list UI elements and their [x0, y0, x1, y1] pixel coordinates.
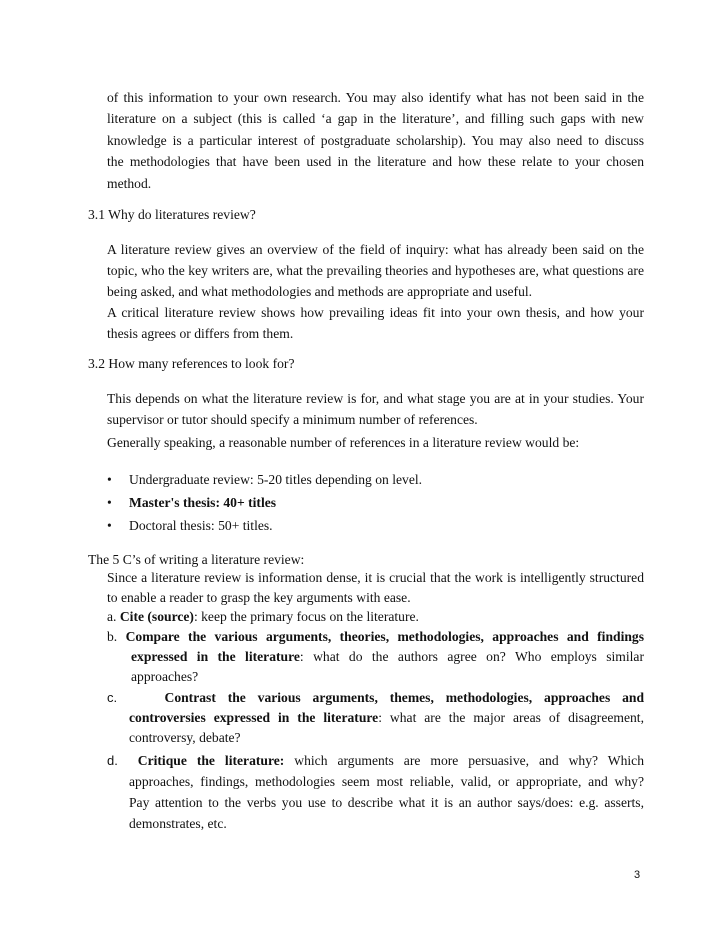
list-item-b	[107, 627, 644, 687]
list-item	[107, 492, 276, 513]
text-line: demonstrates, etc.	[129, 816, 227, 831]
text-line	[107, 750, 644, 771]
text-line: approaches?	[131, 669, 199, 684]
text-line	[107, 708, 644, 728]
list-item-d	[107, 750, 644, 834]
text-line	[107, 647, 644, 667]
list-marker: a.	[107, 609, 117, 624]
text-line: knowledge is a particular interest of postgraduate scholarship). You may also need to discuss	[107, 132, 644, 148]
section-heading-3-1: 3.1 Why do literatures review?	[88, 207, 256, 222]
text-line: Pay attention to the verbs you use to describe what it is an author says/does: e.g. asserts,	[129, 795, 644, 810]
paragraph: Generally speaking, a reasonable number of references in a literature review would be:	[107, 435, 580, 450]
paragraph: Since a literature review is information dense, it is crucial that the work is intelligently structured to enable a reader to grasp the key arguments with ease.	[107, 570, 644, 605]
text-line: literature on a subject (this is called ‘a gap in the literature’, and filling such gaps with new	[107, 111, 644, 127]
text-line: of this information to your own research. You may also identify what has not been said in the	[107, 90, 644, 105]
list-item-text: : what are the major areas of disagreement,	[378, 710, 644, 725]
text-line	[107, 627, 644, 647]
text-line: controversy, debate?	[129, 730, 241, 745]
bold-text: expressed in the literature	[131, 649, 300, 664]
section-heading-3-2: 3.2 How many references to look for?	[88, 356, 295, 371]
list-item-a	[107, 607, 644, 627]
list-item-text: which arguments are more persuasive, and why? Which	[284, 753, 645, 768]
text-line: the methodologies that have been used in the literature and how these relate to your chosen	[107, 154, 644, 170]
list-item-text: Undergraduate review: 5-20 titles depending on level.	[129, 472, 423, 487]
list-item-text: : keep the primary focus on the literature.	[193, 609, 419, 624]
list-marker: d.	[107, 753, 118, 768]
section-heading-five-c: The 5 C’s of writing a literature review:	[88, 552, 305, 567]
bold-text: Contrast the various arguments, themes, methodologies, approaches and	[164, 690, 644, 705]
text-line: method.	[107, 175, 152, 191]
text-line: approaches, findings, methodologies seem most reliable, valid, or appropriate, and why?	[129, 774, 644, 789]
list-item-c	[107, 688, 644, 748]
bold-text: Cite (source)	[119, 609, 194, 624]
list-marker: c.	[107, 690, 118, 705]
list-item	[107, 469, 422, 490]
bold-text: controversies expressed in the literature	[129, 710, 379, 725]
list-item-text: Master's thesis: 40+ titles	[129, 495, 277, 510]
paragraph: A literature review gives an overview of the field of inquiry: what has already been said on the topic, who the key writers are, what the prevailing theories and hypotheses are, what questions are being asked, and what methodologies and methods are appropriate and useful.	[107, 242, 644, 299]
bullet-icon: •	[107, 495, 112, 510]
intro-paragraph	[107, 87, 644, 194]
list-item-text: : what do the authors agree on? Who employs similar	[299, 649, 644, 664]
list-item	[107, 515, 273, 536]
bullet-icon: •	[107, 472, 112, 487]
bullet-icon: •	[107, 518, 112, 533]
paragraph: A critical literature review shows how prevailing ideas fit into your own thesis, and how your thesis agrees or differs from them.	[107, 305, 644, 341]
page-number: 3	[634, 869, 641, 881]
paragraph: This depends on what the literature review is for, and what stage you are at in your studies. Your supervisor or tutor should specify a minimum number of references.	[107, 391, 644, 427]
list-marker: b.	[107, 629, 118, 644]
bold-text: Compare the various arguments, theories, methodologies, approaches and findings	[125, 629, 644, 644]
list-item-text: Doctoral thesis: 50+ titles.	[129, 518, 273, 533]
bold-text: Critique the literature:	[137, 753, 285, 768]
text-line	[107, 688, 644, 708]
